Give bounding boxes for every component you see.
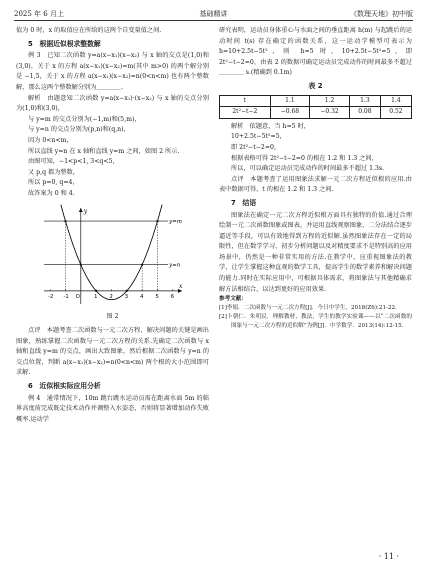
solution-line: 即 2t²−t−2=0， [231,143,281,151]
solution-line: 所以 p=0, q=4， [28,179,79,187]
solution-line: 与 y=m 的交点分别为(−1,m)和(5,m)， [28,115,141,123]
solution-line: 解析 由题意知二次函数 y=a(x−x₁)·(x−x₂) 与 x 轴的交点分别为(1,0)和(3,0)， [16,94,209,113]
table-caption: 表 2 [308,81,323,90]
x-tick-label: 3 [124,293,128,300]
x-axis-label: x [178,282,182,290]
horizontal-line-label: y=m [168,218,182,225]
x-tick-label: -2 [47,293,53,300]
page-header [14,8,413,21]
x-tick-label: 5 [154,293,159,300]
table-cell: −0.32 [310,107,350,119]
solution-line: 所以，可以确定运动员完成动作的时间最多不超过 1.3s. [231,165,385,173]
solution-line: 又 p,q 都为整数， [28,168,79,176]
table-cell: 1.3 [349,95,380,107]
references [219,295,412,331]
table-row [220,107,412,119]
x-tick-label: O [75,293,80,300]
x-tick-label: 6 [170,293,174,300]
comment: 点评 本题考查了运用图象法求解一元二次方程近似根的应用.由表中数据可得，t 的根在 1.2 和 1.3 之间. [219,175,412,194]
y-axis-arrow [78,208,82,212]
table-cell: 0.52 [380,107,411,119]
solution-line: 与 y=n 的交点分别为(p,n)和(q,n)， [28,126,130,134]
left-column [16,26,209,425]
data-table [219,95,412,119]
right-column [219,26,412,331]
section-heading-7: 7 结语 [231,198,257,207]
solution-line: 10+2.5t−5t²=5， [231,133,286,141]
data-point [95,289,97,291]
section-heading-6: 6 近似根实际应用分析 [28,382,101,391]
section-heading-5: 5 根据近似根求整数解 [28,39,101,48]
solution-line: 由图可知，−1<p<1, 3<q<5， [28,158,119,166]
x-tick-label: -1 [62,293,69,300]
table-cell: 1.2 [310,95,350,107]
reference-item: [1]李娟．二次函数与一元二次方程[J]．今日中学生，2018(Z6):21-22. [219,305,397,312]
table-cell: −0.68 [270,107,310,119]
table-row [220,95,412,107]
references-title: 参考文献： [219,296,247,303]
parabola-curve [60,204,161,299]
column-name: 基础精讲 [199,10,228,18]
paragraph: 值为 0 时，x 的取值应在所给的这两个自变量值之间. [16,27,162,34]
page-number: · 11 · [378,552,399,561]
table-cell: 1.4 [380,95,411,107]
table-cell: 1.1 [270,95,310,107]
solution-line: 根据表格可得 2t²−t−2=0 的根在 1.2 和 1.3 之间， [231,154,378,162]
data-point [125,289,127,291]
issue-date: 2025 年 6 月上 [14,10,64,18]
table-row-header: 2t²−t−2 [220,107,271,119]
solution-line: 故答案为 0 和 4. [28,189,75,197]
example-3: 例 3 已知二次函数 y=a(x−x₁)(x−x₂) 与 x 轴的交点是(1,0)和(3,0)，关于 x 的方程 a(x−x₁)(x−x₂)=m(其中 m>0) 的两个解分别是 −1,5，关于 x 的方程 a(x−x₁)(x−x₂)=n(0<n<m) 也有两个整数解，那么这两个整数解分别为＿＿＿＿. [16,52,209,91]
figure-caption: 图 2 [106,312,119,320]
paragraph: 研究表明，运动员身体重心与水面之间的垂直距离 h(m) 与起跳后的运动时间 t(s) 存在确定的函数关系，这一运动学模型可表示为 h=10+2.5t−5t²，则 h=5 时，10+2.5t−5t²=5，即 2t²−t−2=0，由表 2 的数据可确定运动员完成动作的时间最多不超过＿＿＿＿ s.(精确到 0.1m) [219,27,412,77]
reference-item: [2]卜朝仁．朱明民．理解教材，教法，学生的教学实验课——以“二次函数的图象与一元二次方程的近似解”为例[J]．中学数学．2013(14):12-15. [219,314,412,330]
solution-line: 因为 0<n<m， [28,136,73,144]
conclusion: 图象法在确定一元二次方程近似根方面具有独特的价值.通过合理绘制一元二次函数图象或图表，并运用直线观察图象、二分法结合逐步逼近等手段，可以有效地得到方程的近似解.虽然图象法存在一定的局限性，但在数学学习、初步分析问题以及对精度要求不是特别高的应用场景中，仍然是一种非常实用的方法.在教学中，应重视图象法的教学，让学生掌握这种直观的数学工具，提高学生的数学素养和解决问题的能力.同时在实际应用中，可根据具体需求，将图象法与其他精确求解方法相结合，以达到更好的应用效果. [219,211,412,293]
comment: 点评 本题考查二次函数与一元二次方程，解决问题的关键是画出图象，熟练掌握二次函数与一元二次方程的关系.先确定二次函数与 x 轴和直线 y=m 的交点，画出大致图象，然后根据二次函数与 y=n 的交点位置，判断 a(x−x₁)(x−x₂)=n(0<n<m) 两个根的大小范围即可求解. [16,327,209,377]
horizontal-line-label: y=n [168,262,180,269]
parabola-graph [38,202,188,310]
solution-line: 所以直线 y=n 在 x 轴和直线 y=m 之间，如图 2 所示. [28,147,180,155]
table-row-header: t [220,95,271,107]
solution-line: 解析 依题意，当 h=5 时， [231,122,310,130]
table-cell: 0.08 [349,107,380,119]
x-tick-label: 1 [93,293,97,300]
x-tick-label: 2 [108,293,113,300]
y-axis-label: y [83,207,87,215]
x-tick-label: 4 [139,293,143,300]
example-4: 例 4 通常情况下，10m 跳台跳水运动员需在距离水面 5m 的临界高度前完成既定技术动作并调整入水姿态，否则将显著增加动作失败概率.运动学 [16,394,209,423]
journal-name: 《数理天地》初中版 [350,10,413,18]
